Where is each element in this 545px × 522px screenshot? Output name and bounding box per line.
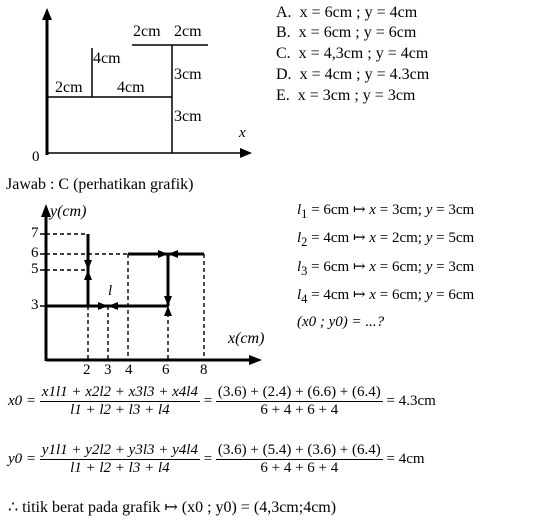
answer-line: Jawab : C (perhatikan grafik) (6, 176, 194, 193)
marker-l1-left (108, 302, 118, 310)
fig1-origin-label: 0 (32, 149, 40, 165)
option-d (276, 66, 429, 84)
y0-values-denominator: 6 + 4 + 6 + 4 (260, 460, 339, 476)
x-tick-label-2: 2 (83, 362, 91, 378)
y0-lhs: y0 = (8, 450, 37, 467)
graph-x-axis-label: x(cm) (228, 330, 265, 347)
seg-sub: 1 (301, 207, 308, 221)
fig1-label-3cm-upper: 3cm (174, 66, 202, 83)
seg-len: 4cm (323, 287, 350, 303)
option-letter: C. (276, 45, 291, 62)
x0-lhs: x0 = (8, 392, 37, 409)
seg-sub: 2 (301, 235, 308, 249)
seg-sub: 4 (301, 292, 308, 306)
fig1-y-arrow (42, 8, 52, 20)
fig1-label-3cm-lower: 3cm (174, 108, 202, 125)
y0-values-numerator: (3.6) + (5.4) + (3.6) + (6.4) (217, 442, 381, 458)
fig1-x-arrow (240, 148, 252, 158)
y-tick-label-7: 7 (31, 225, 39, 241)
formula-y0: y0 = $\frac{y1l1 + y2l2 + y3l3 + y4l4}{l1 + l2 + l3 + l4}$ = $\frac{(3.6) + (5.4) + (3.6) + (6.4)}{6 + 4 + 6 + 4}$ = 4cm (8, 442, 425, 476)
seg-x: 2cm (391, 230, 418, 246)
seg-name: l (297, 287, 302, 303)
x0-result: = 4.3cm (386, 392, 436, 409)
seg-y: 3cm (448, 202, 475, 218)
option-c (276, 45, 428, 63)
seg-name: l (297, 230, 302, 246)
x0-numerator: x1l1 + x2l2 + x3l3 + x4l4 (41, 384, 198, 400)
x0-fraction-values (216, 384, 383, 419)
option-text: x = 4cm ; y = 4.3cm (299, 66, 430, 83)
x0-values-denominator: 6 + 4 + 6 + 4 (260, 402, 339, 418)
option-e (276, 87, 415, 105)
fig1-label-4cm-horizontal: 4cm (117, 79, 145, 96)
y0-fraction-values (216, 442, 383, 477)
seg-sub: 3 (301, 264, 308, 278)
seg-y: 6cm (448, 287, 475, 303)
option-a (276, 4, 417, 22)
option-b (276, 24, 416, 42)
seg-x: 3cm (391, 202, 418, 218)
seg-name: l (297, 202, 302, 218)
option-letter: A. (276, 4, 292, 21)
graph-x-arrow (249, 355, 262, 365)
option-text: x = 6cm ; y = 6cm (298, 24, 417, 41)
y-tick-label-5: 5 (31, 261, 39, 277)
formula-x0: x0 = $\frac{x1l1 + x2l2 + x3l3 + x4l4}{l1 + l2 + l3 + l4}$ = $\frac{(3.6) + (2.4) + (6.6) + (6.4)}{6 + 4 + 6 + 4}$ = 4.3cm (8, 384, 436, 418)
option-text: x = 4,3cm ; y = 4cm (298, 45, 429, 62)
seg-y: 5cm (448, 230, 475, 246)
x0-fraction (40, 384, 200, 419)
x-tick-label-8: 8 (200, 362, 208, 378)
solution-graph (0, 196, 270, 376)
segment-row: $l_2 = 4cm$ ↦ x = 2cm; y = 5cm (297, 230, 475, 249)
seg-len: 6cm (323, 202, 350, 218)
y-tick-label-6: 6 (31, 245, 39, 261)
x0-values-numerator: (3.6) + (2.4) + (6.6) + (6.4) (217, 384, 381, 400)
seg-name: l (297, 259, 302, 275)
marker-l2-down (84, 260, 92, 270)
fig1-label-2cm-left: 2cm (55, 79, 83, 96)
option-letter: D. (276, 66, 292, 83)
segment-row: $l_4 = 4cm$ ↦ x = 6cm; y = 6cm (297, 287, 475, 306)
question-line: (x0 ; y0) = ...? (297, 314, 385, 330)
segment-row: $l_1 = 6cm$ ↦ x = 3cm; y = 3cm (297, 202, 475, 221)
option-text: x = 6cm ; y = 4cm (299, 4, 418, 21)
option-text: x = 3cm ; y = 3cm (297, 87, 416, 104)
option-letter: E. (276, 87, 290, 104)
y0-fraction (40, 442, 200, 477)
fig1-x-label: x (239, 125, 246, 141)
graph-y-axis-label: y(cm) (50, 203, 87, 220)
y0-result: = 4cm (386, 450, 425, 467)
conclusion-line: ∴ titik berat pada grafik ↦ (x0 ; y0) = (4,3cm;4cm) (8, 499, 337, 516)
graph-l-label: l (108, 283, 113, 299)
option-letter: B. (276, 24, 291, 41)
fig1-label-2cm-top-right: 2cm (174, 23, 202, 40)
seg-len: 4cm (323, 230, 350, 246)
x-tick-label-3: 3 (104, 362, 112, 378)
seg-len: 6cm (323, 259, 350, 275)
seg-y: 3cm (448, 259, 475, 275)
x-tick-label-4: 4 (125, 362, 133, 378)
y-tick-label-3: 3 (31, 297, 39, 313)
y0-numerator: y1l1 + y2l2 + y3l3 + y4l4 (41, 442, 198, 458)
x0-denominator: l1 + l2 + l3 + l4 (70, 402, 170, 418)
fig1-label-2cm-top-left: 2cm (133, 23, 161, 40)
marker-l1-right (98, 302, 108, 310)
x-tick-label-6: 6 (162, 362, 170, 378)
seg-x: 6cm (391, 259, 418, 275)
y0-denominator: l1 + l2 + l3 + l4 (70, 460, 170, 476)
seg-x: 6cm (391, 287, 418, 303)
segment-row: $l_3 = 6cm$ ↦ x = 6cm; y = 3cm (297, 259, 475, 278)
fig1-label-4cm-vertical: 4cm (93, 50, 121, 67)
marker-l2-up (84, 270, 92, 280)
